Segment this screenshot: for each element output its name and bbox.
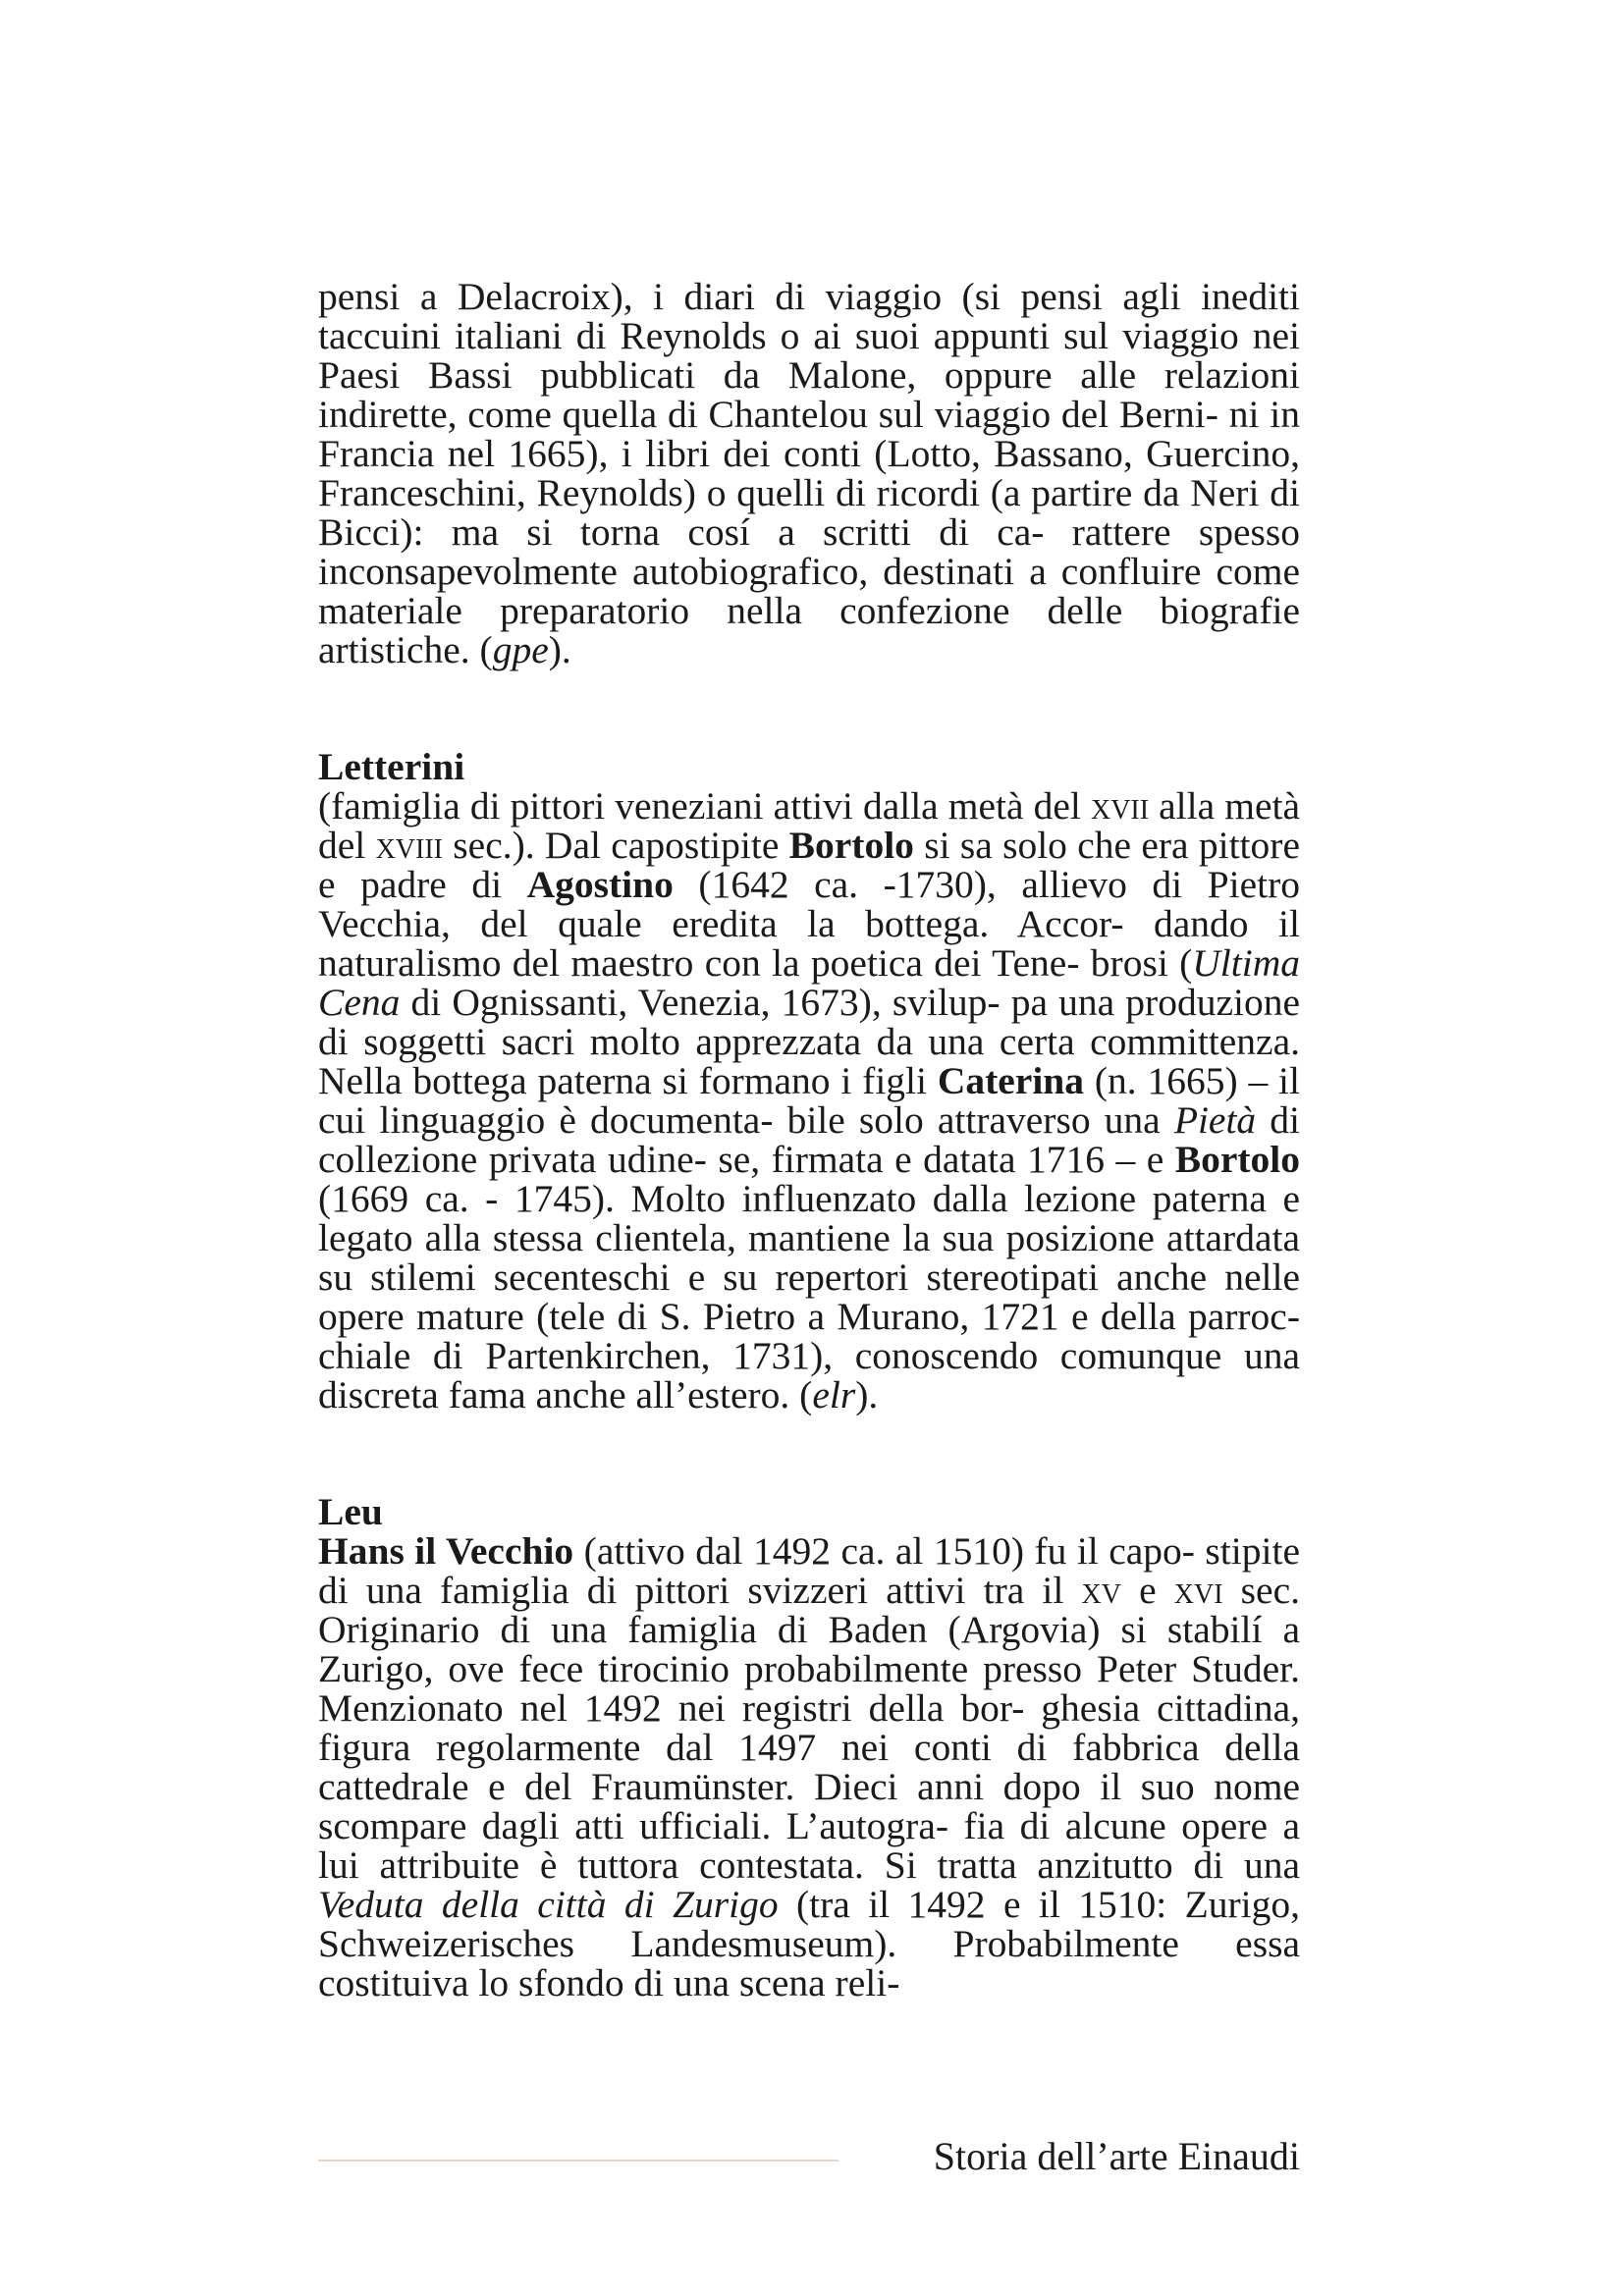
body-text: di Ognissanti, Venezia, 1673), svilup- pa una produzione di soggetti sacri molto apprezzata da una certa committenza. Nella bottega paterna si formano i figli xyxy=(318,981,1300,1102)
body-text: e xyxy=(1120,1569,1174,1612)
entry-body-letterini xyxy=(318,786,1300,1415)
entry-spacer xyxy=(318,1415,1300,1492)
body-text: ). xyxy=(855,1373,879,1416)
text-column xyxy=(318,277,1300,2002)
body-text: (attivo dal 1492 ca. al 1510) fu il capo- stipite di una famiglia di pittori svizzeri attivi tra il xyxy=(318,1529,1300,1612)
body-text: (1669 ca. - 1745). Molto influenzato dalla lezione paterna e legato alla stessa clientela, mantiene la sua posizione attardata su stilemi secenteschi e su repertori stereotipati anche nelle opere mature (tele di S. Pietro a Murano, 1721 e della parroc- chiale di Partenkirchen, 1731), conoscendo comunque una discreta fama anche all’estero. ( xyxy=(318,1177,1300,1416)
century-numeral: xviii xyxy=(375,824,443,867)
page-footer xyxy=(318,2132,1300,2181)
body-text: (1642 ca. -1730), allievo di Pietro Vecchia, del quale eredita la bottega. Accor- dando il naturalismo del maestro con la poetica dei Tene- brosi ( xyxy=(318,863,1300,985)
continuation-paragraph xyxy=(318,277,1300,669)
bold-name: Agostino xyxy=(526,863,674,906)
body-text: (famiglia di pittori veneziani attivi dalla metà del xyxy=(318,784,1091,828)
italic-text: Veduta della città di Zurigo xyxy=(318,1883,779,1926)
author-signature: gpe xyxy=(492,628,549,671)
entry-spacer xyxy=(318,669,1300,747)
entry-body-leu xyxy=(318,1531,1300,2002)
italic-text: Pietà xyxy=(1173,1098,1257,1142)
continuation-text: pensi a Delacroix), i diari di viaggio (si pensi agli inediti taccuini italiani di Reynolds o ai suoi appunti sul viaggio nei Paesi Bassi pubblicati da Malone, oppure alle relazioni indirette, come quella di Chantelou sul viaggio del Berni- ni in Francia nel 1665), i libri dei conti (Lotto, Bassano, Guercino, Franceschini, Reynolds) o quelli di ricordi (a partire da Neri di Bicci): ma si torna cosí a scritti di ca- rattere spesso inconsapevolmente autobiografico, destinati a confluire come materiale preparatorio nella confezione delle biografie artistiche. ( xyxy=(318,275,1300,671)
bold-name: Bortolo xyxy=(788,824,914,867)
continuation-end: ). xyxy=(548,628,571,671)
footer-rule xyxy=(318,2160,839,2162)
body-text: (tra il 1492 e il 1510: Zurigo, Schweizerisches Landesmuseum). Probabilmente essa costituiva lo sfondo di una scena reli- xyxy=(318,1883,1300,2004)
entry-heading-letterini: Letterini xyxy=(318,745,465,788)
century-numeral: xvii xyxy=(1090,784,1150,828)
body-text: di collezione privata udine- se, firmata e datata 1716 – e xyxy=(318,1098,1300,1181)
century-numeral: xvi xyxy=(1173,1569,1223,1612)
body-text: (n. 1665) – il cui linguaggio è documenta- bile solo attraverso una xyxy=(318,1059,1300,1142)
italic-text: Ultima Cena xyxy=(318,941,1300,1024)
body-text: si sa solo che era pittore e padre di xyxy=(318,824,1300,906)
entry-heading-leu: Leu xyxy=(318,1490,383,1533)
century-numeral: xv xyxy=(1081,1569,1121,1612)
bold-name: Hans il Vecchio xyxy=(318,1529,574,1573)
footer-label: Storia dell’arte Einaudi xyxy=(933,2134,1300,2178)
italic-text: elr xyxy=(812,1373,856,1416)
body-text: sec.). Dal capostipite xyxy=(442,824,789,867)
bold-name: Caterina xyxy=(937,1059,1085,1102)
body-text: sec. Originario di una famiglia di Baden (Argovia) si stabilí a Zurigo, ove fece tirocinio probabilmente presso Peter Studer. Menzionato nel 1492 nei registri della bor- ghesia cittadina, figura regolarmente dal 1497 nei conti di fabbrica della cattedrale e del Fraumünster. Dieci anni dopo il suo nome scompare dagli atti ufficiali. L’autogra- fia di alcune opere a lui attribuite è tuttora contestata. Si tratta anzitutto di una xyxy=(318,1569,1300,1887)
bold-name: Bortolo xyxy=(1174,1138,1300,1181)
body-text: alla metà del xyxy=(318,784,1300,867)
